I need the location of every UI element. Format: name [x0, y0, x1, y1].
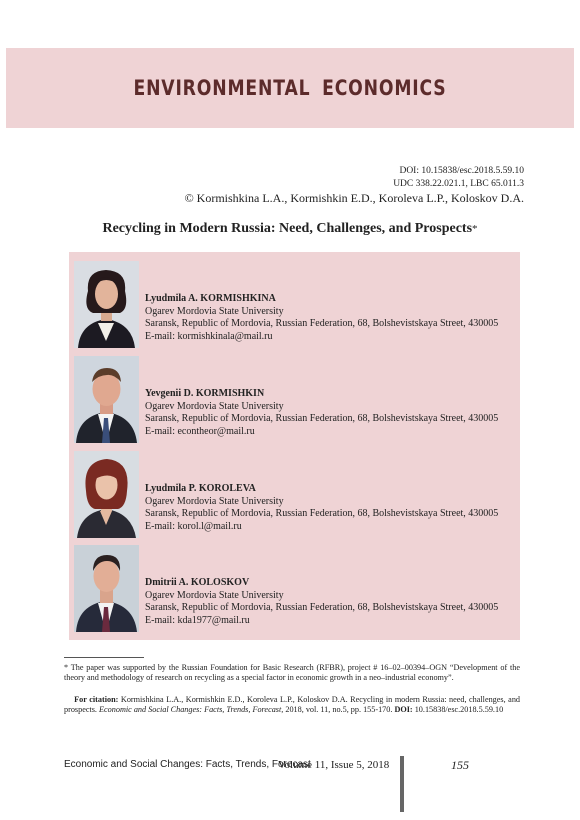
author-card — [69, 261, 520, 356]
title-footnote-mark: * — [472, 223, 478, 235]
citation-text: Kormishkina L.A., Kormishkin E.D., Koroleva L.P., Koloskov D.A. Recycling in modern Russia: need, challenges, and prospects. — [64, 695, 521, 715]
citation-rest: , 2018, vol. 11, no.5, pp. 155-170. — [281, 705, 395, 715]
paper-title-text: Recycling in Modern Russia: Need, Challenges, and Prospects — [102, 221, 473, 236]
footer-divider-bar — [400, 756, 404, 812]
author-address: Saransk, Republic of Mordovia, Russian Federation, 68, Bolshevistskaya Street, 430005 — [145, 318, 499, 329]
author-email: E-mail: kda1977@mail.ru — [145, 614, 250, 626]
citation-doi-label: DOI: — [394, 705, 413, 715]
author-photo — [74, 545, 139, 632]
citation-footnote — [64, 695, 520, 716]
author-affiliation: Ogarev Mordovia State University — [145, 495, 284, 507]
author-info — [145, 388, 498, 438]
author-photo — [74, 261, 139, 348]
author-photo — [74, 451, 139, 538]
author-affiliation: Ogarev Mordovia State University — [145, 589, 284, 601]
authors-box — [69, 252, 520, 640]
author-address: Saransk, Republic of Mordovia, Russian Federation, 68, Bolshevistskaya Street, 430005 — [145, 413, 499, 424]
copyright-line: © Kormishkina L.A., Kormishkin E.D., Koroleva L.P., Koloskov D.A. — [184, 191, 524, 205]
author-name: Lyudmila P. KOROLEVA — [145, 483, 256, 494]
footer-volume: Volume 11, Issue 5, 2018 — [278, 759, 390, 771]
paper-title — [0, 221, 580, 237]
author-info — [145, 293, 498, 343]
citation-journal: Economic and Social Changes: Facts, Trends, Forecast — [99, 705, 282, 715]
author-photo — [74, 356, 139, 443]
author-name: Yevgenii D. KORMISHKIN — [145, 388, 265, 399]
citation-doi: 10.15838/esc.2018.5.59.10 — [412, 705, 504, 715]
author-info — [145, 483, 498, 533]
author-address: Saransk, Republic of Mordovia, Russian Federation, 68, Bolshevistskaya Street, 430005 — [145, 602, 499, 613]
author-email: E-mail: econtheor@mail.ru — [145, 425, 255, 437]
author-card — [69, 451, 520, 546]
author-name: Dmitrii A. KOLOSKOV — [145, 577, 250, 588]
author-affiliation: Ogarev Mordovia State University — [145, 400, 284, 412]
author-card — [69, 545, 520, 640]
author-info — [145, 577, 498, 627]
footer-journal-name: Economic and Social Changes: Facts, Trends, Forecast — [64, 759, 311, 770]
author-email: E-mail: korol.l@mail.ru — [145, 520, 242, 532]
author-address: Saransk, Republic of Mordovia, Russian Federation, 68, Bolshevistskaya Street, 430005 — [145, 508, 499, 519]
udc-line: UDC 338.22.021.1, LBC 65.011.3 — [393, 179, 524, 189]
section-title: ENVIRONMENTAL ECONOMICS — [133, 76, 447, 100]
author-name: Lyudmila A. KORMISHKINA — [145, 293, 276, 304]
author-card — [69, 356, 520, 451]
doi-line: DOI: 10.15838/esc.2018.5.59.10 — [399, 166, 524, 176]
page-number: 155 — [451, 758, 469, 772]
author-affiliation: Ogarev Mordovia State University — [145, 305, 284, 317]
footnote-divider — [64, 657, 144, 658]
author-email: E-mail: kormishkinala@mail.ru — [145, 330, 273, 342]
funding-footnote: * The paper was supported by the Russian Foundation for Basic Research (RFBR), project # 16–02–00394–OGN “Development of the theory and methodology of research on recycling as a special factor in economic growth in a neo–industrial economy”. — [64, 663, 520, 683]
citation-label: For citation: — [74, 695, 119, 704]
